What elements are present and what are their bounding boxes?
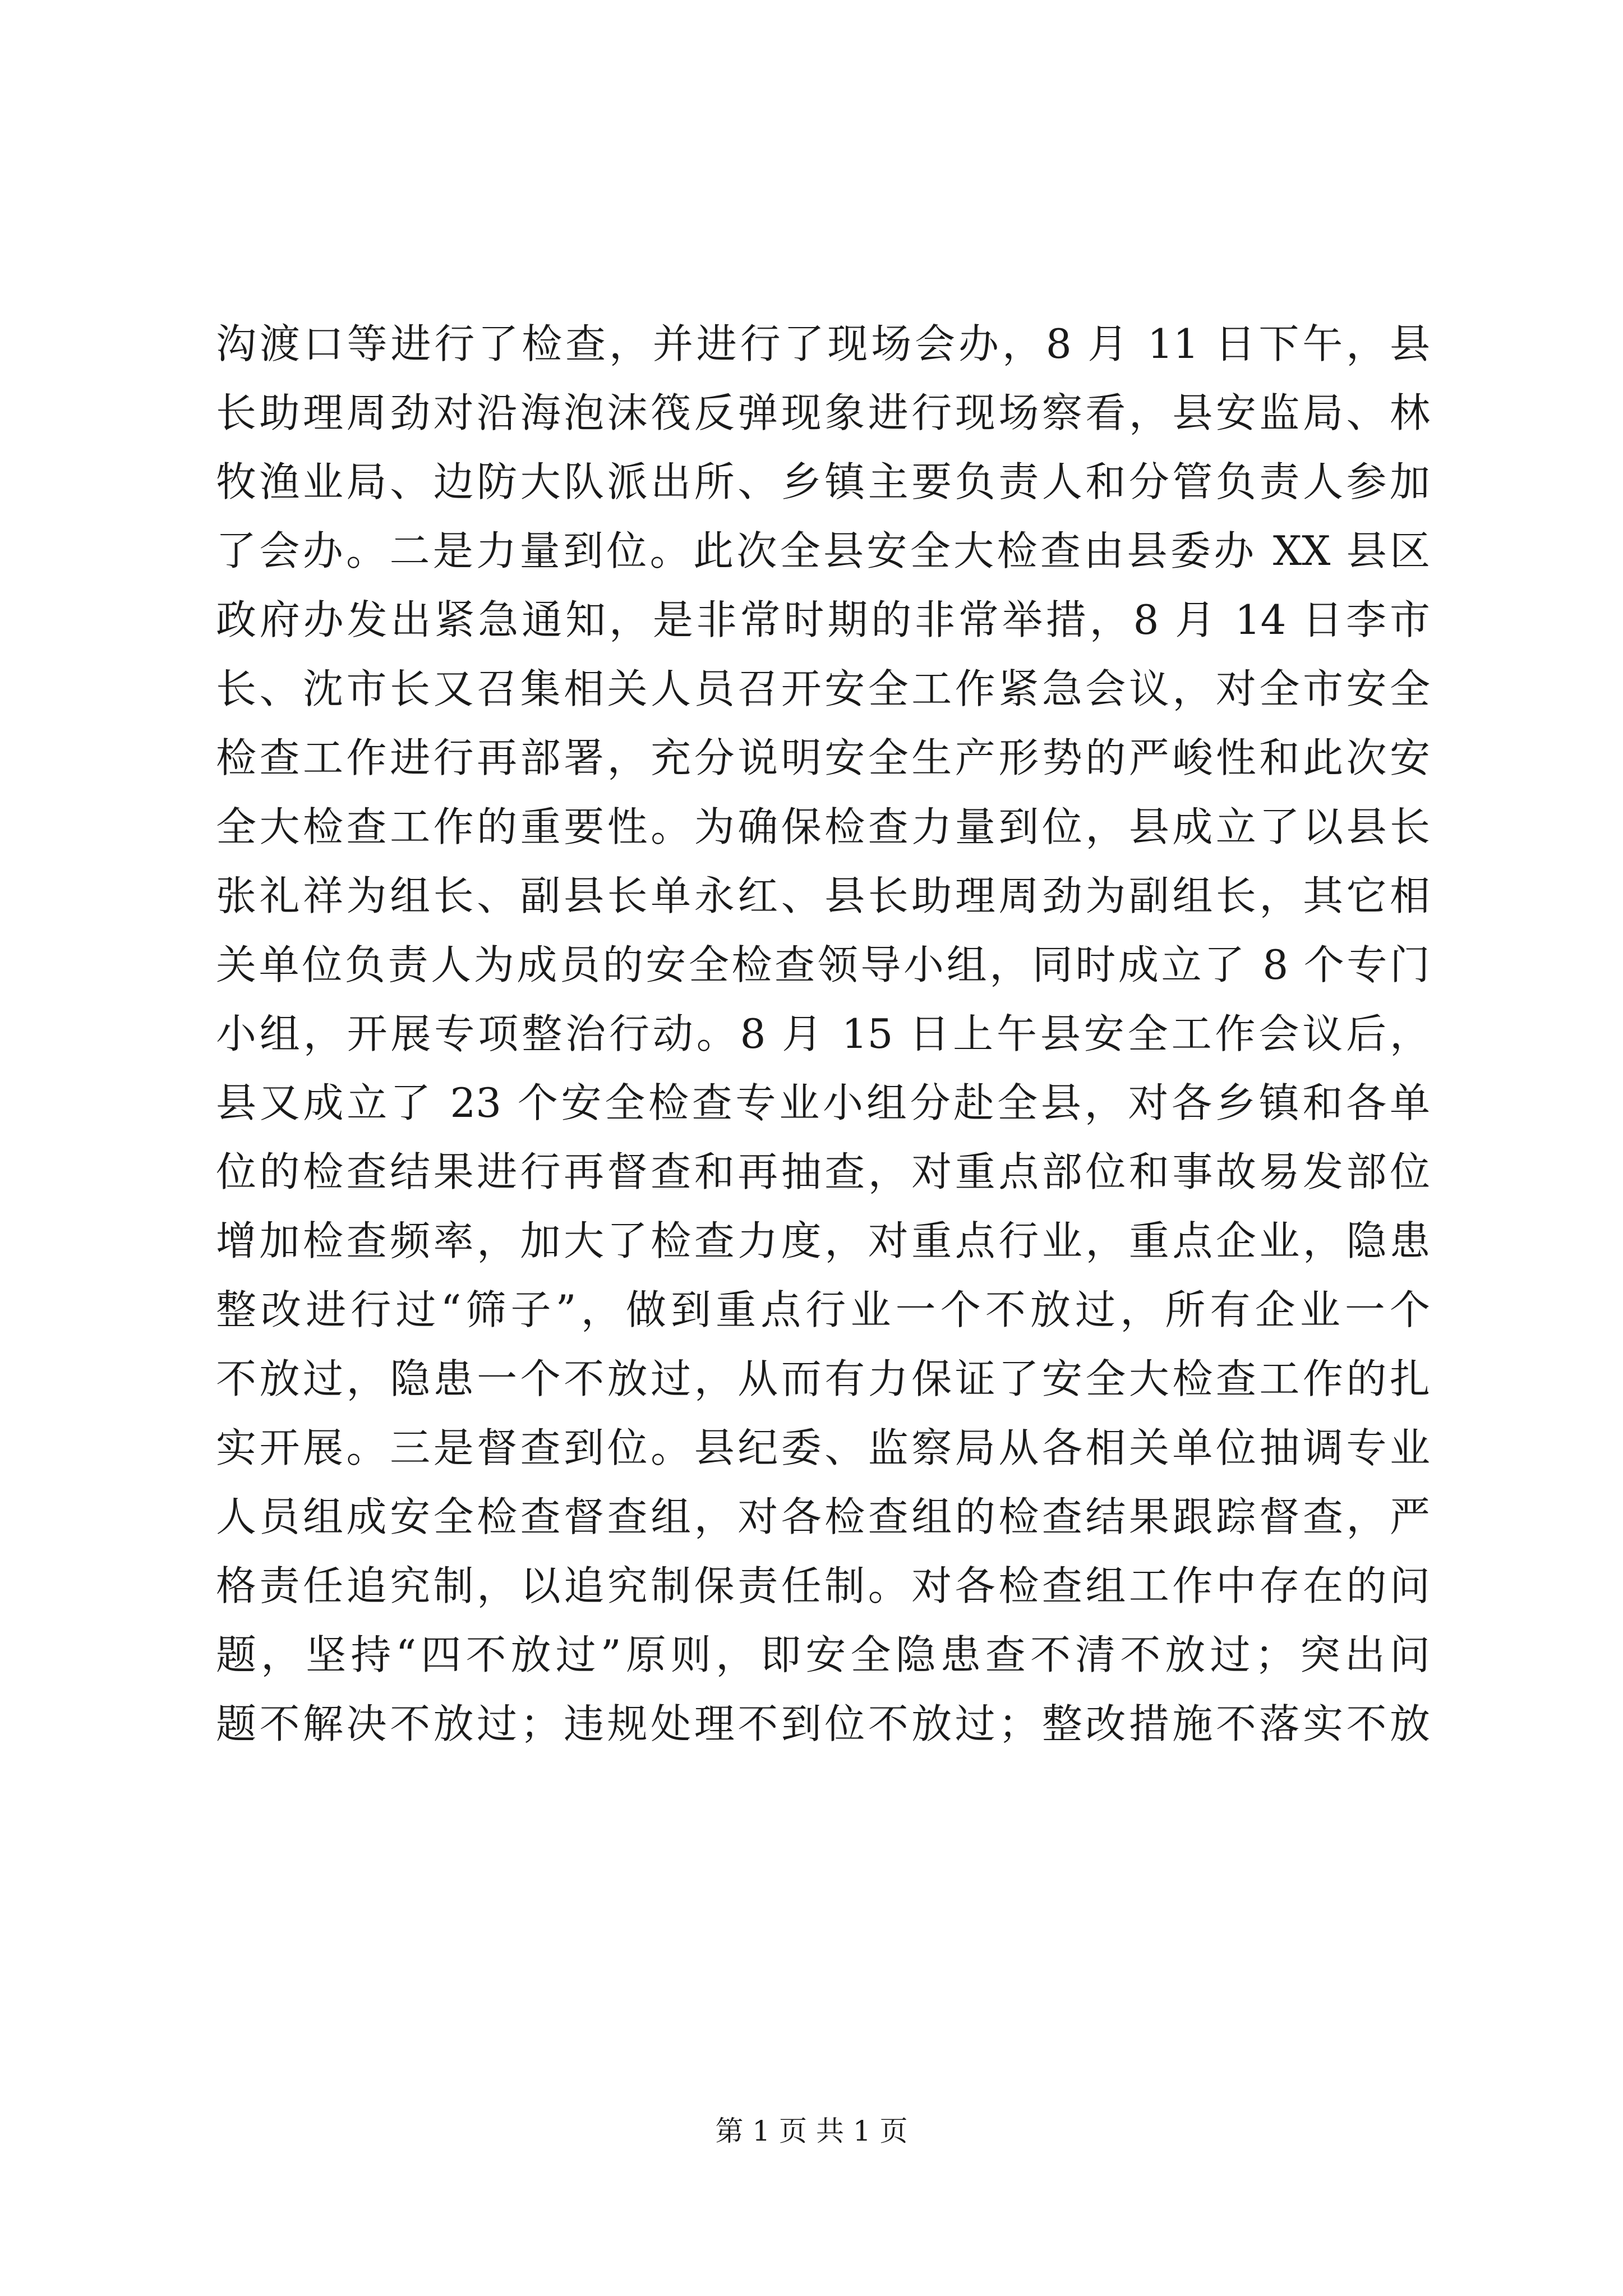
text-line: 了会办。二是力量到位。此次全县安全大检查由县委办 XX 县区 [216,527,1430,574]
text-line: 题，坚持“四不放过”原则，即安全隐患查不清不放过；突出问 [216,1631,1430,1678]
text-line: 长、沈市长又召集相关人员召开安全工作紧急会议，对全市安全 [216,665,1430,712]
text-line: 增加检查频率，加大了检查力度，对重点行业，重点企业，隐患 [216,1217,1430,1264]
page-number-footer: 第 1 页 共 1 页 [715,2115,908,2147]
text-line: 张礼祥为组长、副县长单永红、县长助理周劲为副组长，其它相 [216,872,1430,919]
text-line: 位的检查结果进行再督查和再抽查，对重点部位和事故易发部位 [216,1148,1430,1195]
text-line: 牧渔业局、边防大队派出所、乡镇主要负责人和分管负责人参加 [216,458,1430,505]
text-line: 全大检查工作的重要性。为确保检查力量到位，县成立了以县长 [216,803,1430,850]
text-line: 县又成立了 23 个安全检查专业小组分赴全县，对各乡镇和各单 [216,1079,1430,1126]
text-line: 人员组成安全检查督查组，对各检查组的检查结果跟踪督查，严 [216,1493,1430,1540]
text-line: 不放过，隐患一个不放过，从而有力保证了安全大检查工作的扎 [216,1355,1430,1402]
text-line: 检查工作进行再部署，充分说明安全生产形势的严峻性和此次安 [216,734,1430,781]
text-line: 政府办发出紧急通知，是非常时期的非常举措，8 月 14 日李市 [216,596,1430,643]
text-line: 长助理周劲对沿海泡沫筏反弹现象进行现场察看，县安监局、林 [216,389,1430,436]
text-line: 沟渡口等进行了检查，并进行了现场会办，8 月 11 日下午，县 [216,320,1430,367]
body-text [216,310,1430,1759]
text-line: 整改进行过“筛子”，做到重点行业一个不放过，所有企业一个 [216,1286,1430,1333]
text-line: 关单位负责人为成员的安全检查领导小组，同时成立了 8 个专门 [216,941,1430,988]
text-line: 实开展。三是督查到位。县纪委、监察局从各相关单位抽调专业 [216,1424,1430,1471]
text-line: 题不解决不放过；违规处理不到位不放过；整改措施不落实不放 [216,1700,1430,1747]
text-line: 小组，开展专项整治行动。8 月 15 日上午县安全工作会议后， [216,1010,1430,1057]
text-line: 格责任追究制，以追究制保责任制。对各检查组工作中存在的问 [216,1562,1430,1609]
